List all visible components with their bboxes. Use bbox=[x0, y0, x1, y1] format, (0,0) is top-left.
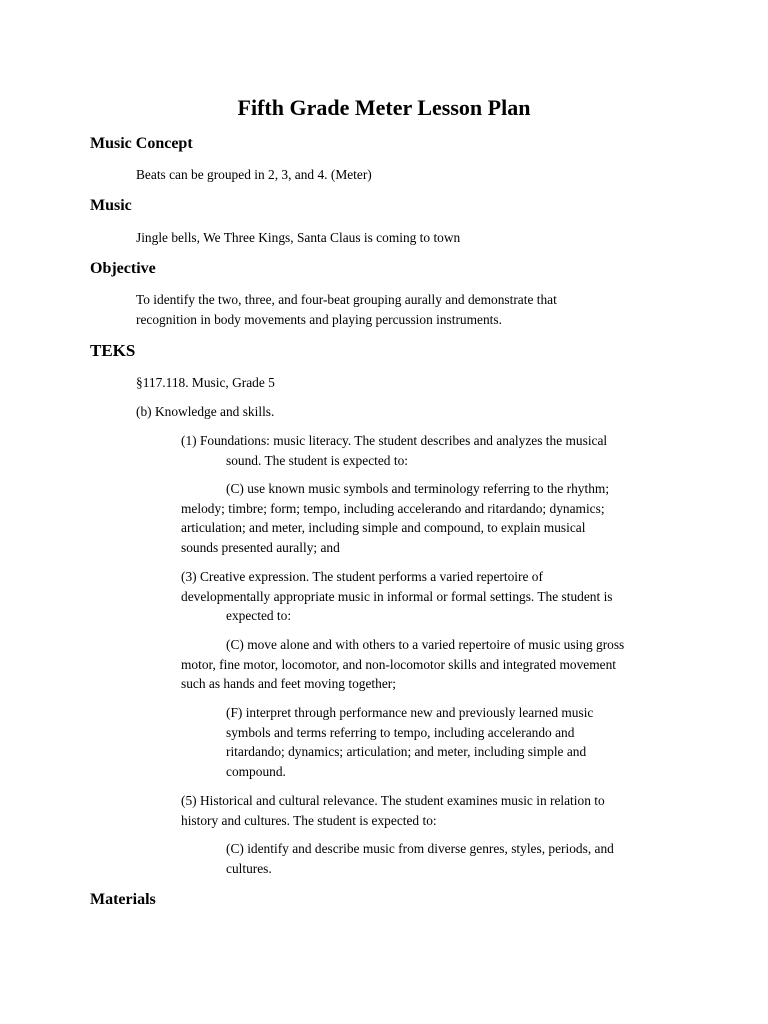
heading-music: Music bbox=[90, 197, 132, 214]
teks-line: articulation; and meter, including simple and compound, to explain musical bbox=[181, 520, 586, 536]
music-concept-text: Beats can be grouped in 2, 3, and 4. (Meter) bbox=[136, 167, 372, 182]
teks-line: compound. bbox=[226, 763, 286, 779]
teks-code: §117.118. Music, Grade 5 bbox=[136, 375, 275, 390]
teks-line: history and cultures. The student is expected to: bbox=[181, 812, 437, 828]
objective-line: To identify the two, three, and four-beat grouping aurally and demonstrate that bbox=[136, 292, 557, 307]
heading-materials: Materials bbox=[90, 891, 156, 908]
teks-line: (C) identify and describe music from diverse genres, styles, periods, and bbox=[226, 841, 614, 856]
teks-line: (C) use known music symbols and terminology referring to the rhythm; bbox=[226, 481, 610, 496]
page-title: Fifth Grade Meter Lesson Plan bbox=[237, 95, 531, 120]
teks-line: (F) interpret through performance new and previously learned music bbox=[226, 705, 594, 720]
teks-line: such as hands and feet moving together; bbox=[181, 676, 396, 692]
teks-item-1 bbox=[181, 431, 681, 470]
teks-line: developmentally appropriate music in informal or formal settings. The student is bbox=[181, 588, 613, 604]
teks-item-3 bbox=[181, 567, 691, 626]
teks-line: sounds presented aurally; and bbox=[181, 539, 340, 555]
teks-line: motor, fine motor, locomotor, and non-locomotor skills and integrated movement bbox=[181, 656, 616, 672]
teks-line: (3) Creative expression. The student performs a varied repertoire of bbox=[181, 569, 543, 584]
teks-item-5 bbox=[181, 791, 691, 830]
teks-item-5c bbox=[226, 839, 686, 878]
teks-item-3f bbox=[226, 703, 686, 781]
teks-line: ritardando; dynamics; articulation; and meter, including simple and bbox=[226, 744, 587, 760]
objective-line: recognition in body movements and playing percussion instruments. bbox=[136, 311, 502, 327]
objective-text bbox=[136, 290, 696, 329]
teks-b-knowledge: (b) Knowledge and skills. bbox=[136, 404, 275, 419]
teks-line: melody; timbre; form; tempo, including accelerando and ritardando; dynamics; bbox=[181, 500, 605, 516]
heading-objective: Objective bbox=[90, 260, 156, 277]
music-text: Jingle bells, We Three Kings, Santa Claus is coming to town bbox=[136, 230, 461, 245]
teks-line: symbols and terms referring to tempo, including accelerando and bbox=[226, 724, 575, 740]
heading-music-concept: Music Concept bbox=[90, 135, 193, 152]
teks-line: (C) move alone and with others to a varied repertoire of music using gross bbox=[226, 637, 625, 652]
heading-teks: TEKS bbox=[90, 341, 136, 360]
teks-line: sound. The student is expected to: bbox=[226, 452, 408, 468]
teks-item-3c bbox=[181, 635, 691, 694]
teks-line: expected to: bbox=[226, 608, 292, 624]
teks-line: (1) Foundations: music literacy. The student describes and analyzes the musical bbox=[181, 433, 608, 448]
teks-item-1c bbox=[181, 479, 691, 557]
teks-line: (5) Historical and cultural relevance. The student examines music in relation to bbox=[181, 793, 605, 808]
teks-line: cultures. bbox=[226, 860, 272, 876]
